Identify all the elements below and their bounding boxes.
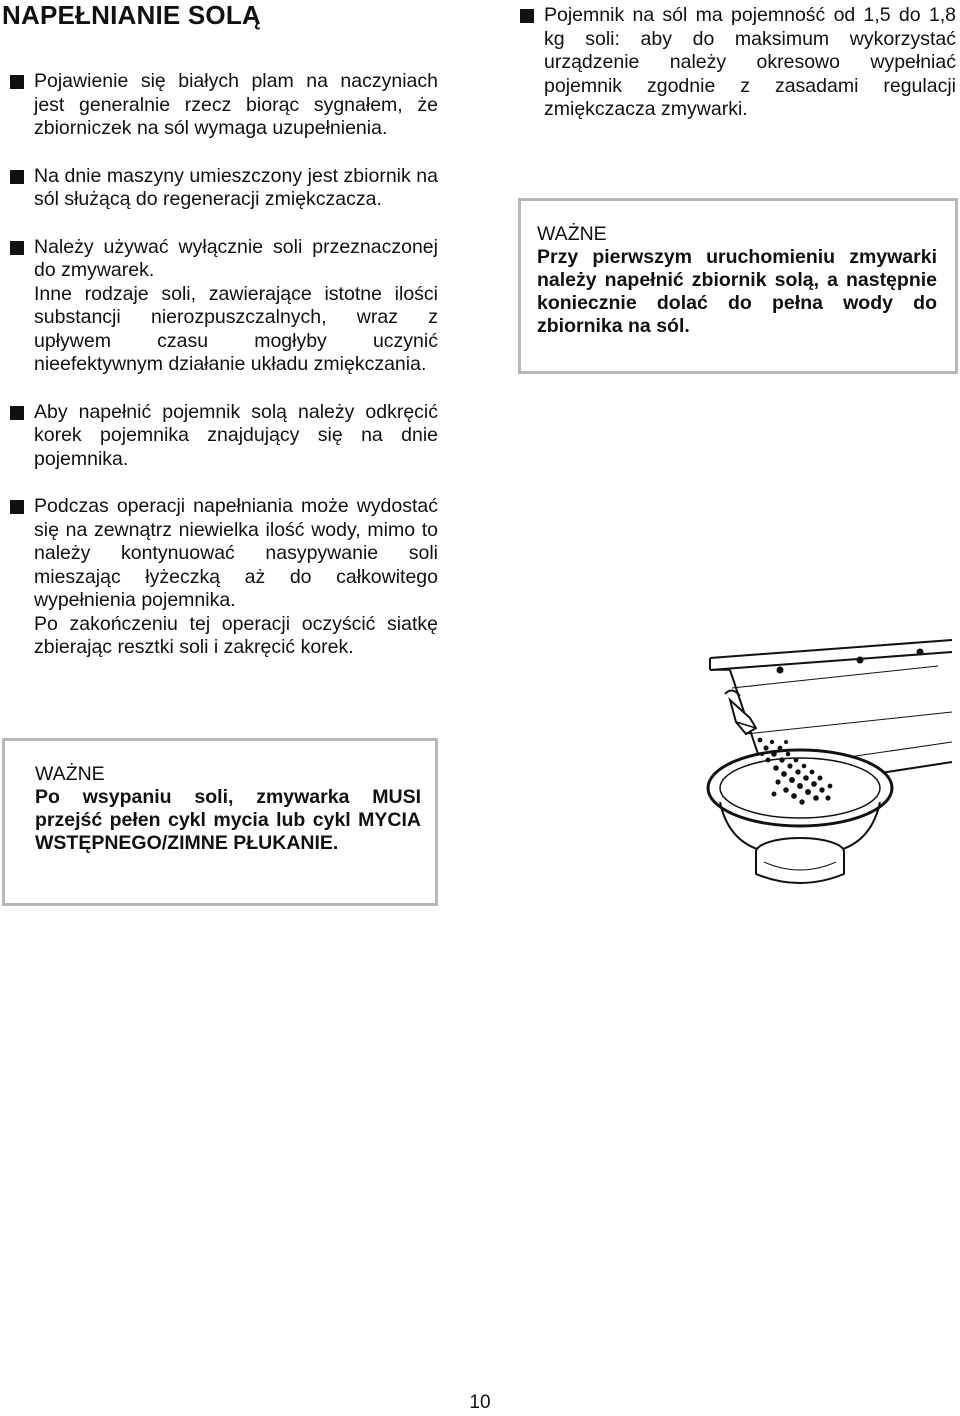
page-number: 10	[469, 1392, 491, 1413]
paragraph-other-salts: Inne rodzaje soli, zawierające istotne ilości substancji nierozpuszczalnych, wraz z upływem czasu mogłyby uczynić nieefektywnym działanie układu zmiękczania.	[34, 282, 438, 375]
paragraph-unscrew-cap: Aby napełnić pojemnik solą należy odkręcić korek pojemnika znajdujący się na dnie pojemnika.	[34, 400, 438, 470]
paragraph-capacity: Pojemnik na sól ma pojemność od 1,5 do 1,8 kg soli: aby do maksimum wykorzystać urządzenie należy okresowo wypełniać pojemnik zgodnie z zasadami regulacji zmiękczacza zmywarki.	[544, 4, 956, 120]
important-notice-box	[518, 198, 958, 374]
left-column	[10, 70, 438, 660]
square-bullet-icon	[10, 75, 24, 89]
square-bullet-icon	[10, 500, 24, 514]
square-bullet-icon	[10, 241, 24, 255]
square-bullet-icon	[520, 9, 534, 23]
paragraph-white-spots: Pojawienie się białych plam na naczyniach jest generalnie rzecz biorąc sygnałem, że zbiorniczek na sól wymaga uzupełnienia.	[34, 70, 438, 139]
notice-text: Przy pierwszym uruchomieniu zmywarki należy napełnić zbiornik solą, a następnie koniecznie dolać do pełna wody do zbiornika na sól.	[537, 246, 937, 337]
important-notice-box	[2, 738, 438, 906]
salt-filling-illustration	[560, 630, 956, 890]
list-item	[520, 4, 956, 122]
list-item	[10, 165, 438, 212]
paragraph-cleaning: Po zakończeniu tej operacji oczyścić siatkę zbierając resztki soli i zakręcić korek.	[34, 612, 438, 658]
list-item	[10, 401, 438, 472]
list-item	[10, 70, 438, 141]
notice-heading: WAŻNE	[537, 223, 607, 245]
notice-text: Po wsypaniu soli, zmywarka MUSI przejść pełen cykl mycia lub cykl MYCIA WSTĘPNEGO/ZIMNE PŁUKANIE.	[35, 786, 421, 854]
page-title: NAPEŁNIANIE SOLĄ	[2, 0, 261, 30]
paragraph-filling: Podczas operacji napełniania może wydostać się na zewnątrz niewielka ilość wody, mimo to należy kontynuować nasypywanie soli mieszając łyżeczką aż do całkowitego wypełnienia pojemnika.	[34, 495, 438, 611]
list-item	[10, 495, 438, 660]
list-item	[10, 236, 438, 377]
square-bullet-icon	[10, 170, 24, 184]
paragraph-dishwasher-salt: Należy używać wyłącznie soli przeznaczonej do zmywarek.	[34, 235, 438, 281]
square-bullet-icon	[10, 406, 24, 420]
notice-heading: WAŻNE	[35, 763, 105, 785]
paragraph-salt-container: Na dnie maszyny umieszczony jest zbiornik na sól służącą do regeneracji zmiękczacza.	[34, 164, 438, 210]
right-column	[520, 4, 956, 122]
